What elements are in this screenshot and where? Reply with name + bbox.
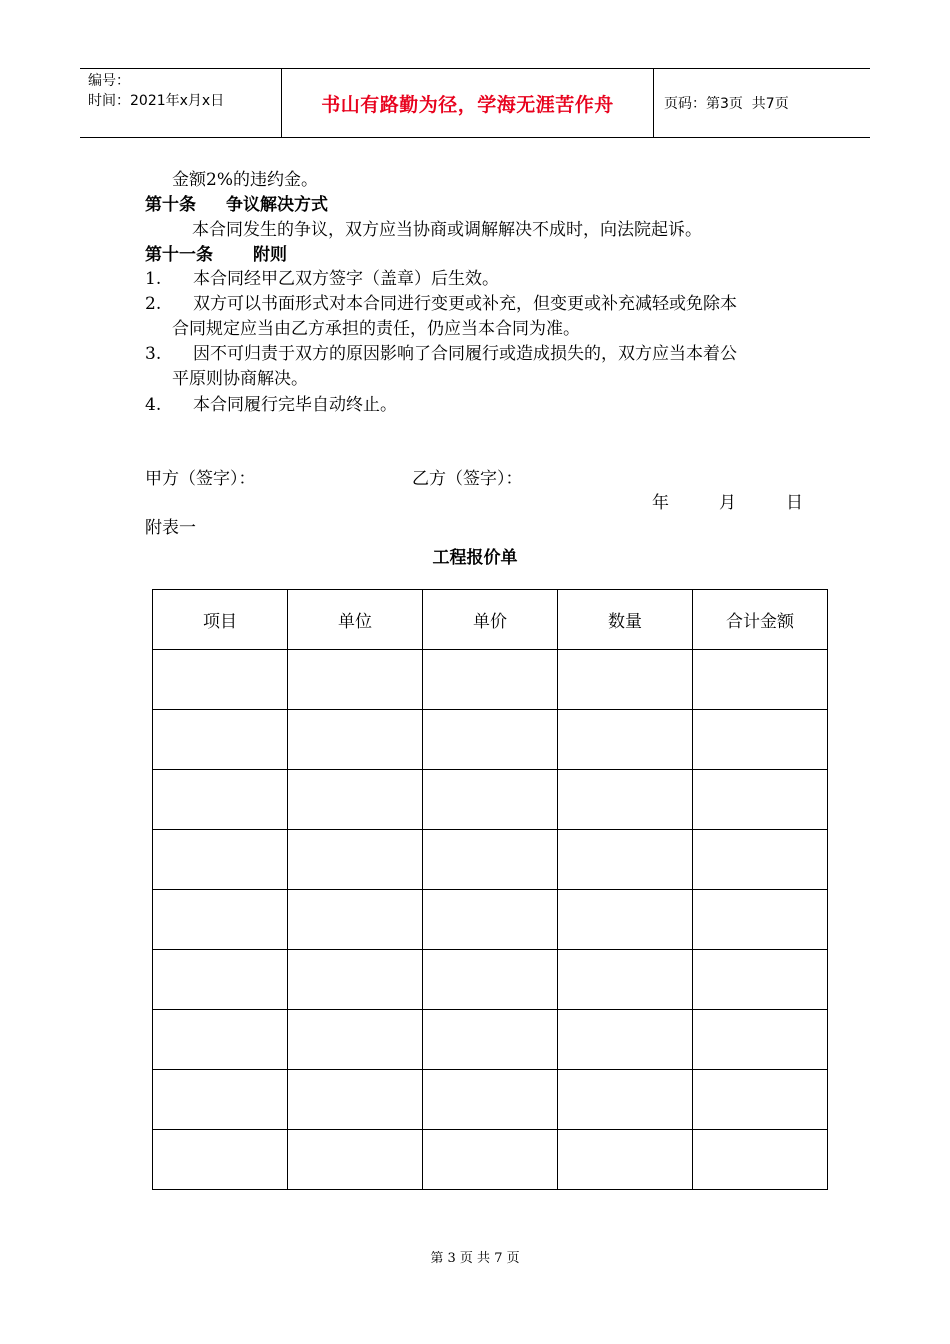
table-title: 工程报价单 (432, 548, 518, 568)
table-cell (288, 770, 423, 830)
table-cell (288, 830, 423, 890)
date-day: 日 (786, 493, 803, 513)
column-header: 合计金额 (693, 590, 828, 650)
table-cell (423, 950, 558, 1010)
table-cell (693, 710, 828, 770)
column-header: 单价 (423, 590, 558, 650)
list-item (145, 344, 737, 364)
table-row (153, 950, 828, 1010)
table-cell (153, 830, 288, 890)
list-item (145, 269, 499, 289)
table-cell (423, 650, 558, 710)
list-item-number: 1. (145, 269, 162, 289)
table-cell (423, 890, 558, 950)
table-cell (693, 770, 828, 830)
table-cell (288, 710, 423, 770)
table-cell (558, 1130, 693, 1190)
article-10-number: 第十条 (145, 195, 196, 215)
table-cell (693, 650, 828, 710)
header-motto: 书山有路勤为径，学海无涯苦作舟 (321, 93, 614, 116)
party-a-signature: 甲方（签字）： (145, 469, 256, 489)
header-motto-cell (282, 69, 654, 137)
table-cell (288, 950, 423, 1010)
date-year: 年 (652, 493, 669, 513)
list-item-number: 3. (145, 344, 162, 364)
column-header: 单位 (288, 590, 423, 650)
table-cell (288, 1070, 423, 1130)
table-cell (558, 950, 693, 1010)
table-cell (153, 710, 288, 770)
table-cell (558, 650, 693, 710)
table-cell (153, 1130, 288, 1190)
table-cell (423, 1130, 558, 1190)
table-cell (288, 1010, 423, 1070)
list-item-text: 双方可以书面形式对本合同进行变更或补充，但变更或补充减轻或免除本 (193, 294, 737, 314)
list-item (145, 395, 397, 415)
table-cell (153, 1070, 288, 1130)
table-cell (288, 1130, 423, 1190)
list-item-number: 4. (145, 395, 162, 415)
article-10-heading: 争议解决方式 (226, 195, 328, 215)
footer-page-number: 第 3 页 共 7 页 (430, 1251, 520, 1266)
table-cell (153, 1010, 288, 1070)
article-10-text: 本合同发生的争议，双方应当协商或调解解决不成时，向法院起诉。 (192, 220, 702, 240)
table-cell (423, 1010, 558, 1070)
table-cell (423, 710, 558, 770)
table-row (153, 770, 828, 830)
table-cell (153, 770, 288, 830)
appendix-label: 附表一 (145, 518, 196, 538)
document-date: 时间：2021年x月x日 (88, 93, 225, 109)
table-body (153, 650, 828, 1190)
date-month: 月 (719, 493, 736, 513)
column-header: 数量 (558, 590, 693, 650)
table-cell (558, 890, 693, 950)
list-item-continuation: 合同规定应当由乙方承担的责任，仍应当本合同为准。 (172, 319, 580, 339)
list-item-number: 2. (145, 294, 162, 314)
table-header-row (153, 590, 828, 650)
table-cell (153, 950, 288, 1010)
column-header: 项目 (153, 590, 288, 650)
table-cell (558, 770, 693, 830)
continued-line: 金额2%的违约金。 (172, 170, 318, 190)
table-cell (153, 650, 288, 710)
table-row (153, 1070, 828, 1130)
header-meta (80, 69, 282, 137)
table-cell (558, 830, 693, 890)
list-item-text: 因不可归责于双方的原因影响了合同履行或造成损失的，双方应当本着公 (193, 344, 737, 364)
list-item-text: 本合同经甲乙双方签字（盖章）后生效。 (193, 269, 499, 289)
table-cell (693, 1010, 828, 1070)
table-cell (693, 1130, 828, 1190)
table-row (153, 830, 828, 890)
list-item (145, 294, 737, 314)
table-cell (153, 890, 288, 950)
table-row (153, 1130, 828, 1190)
page-header (80, 68, 870, 138)
list-item-text: 本合同履行完毕自动终止。 (193, 395, 397, 415)
page-footer (0, 1247, 950, 1266)
table-cell (288, 650, 423, 710)
table-row (153, 710, 828, 770)
table-cell (693, 890, 828, 950)
table-cell (693, 830, 828, 890)
article-11-number: 第十一条 (145, 245, 213, 265)
table-cell (693, 1070, 828, 1130)
table-cell (288, 890, 423, 950)
quotation-table (152, 589, 828, 1190)
list-item-continuation: 平原则协商解决。 (172, 369, 308, 389)
table-cell (423, 770, 558, 830)
table-cell (558, 1070, 693, 1130)
table-row (153, 650, 828, 710)
table-cell (423, 830, 558, 890)
article-11-title-line (145, 245, 287, 265)
table-row (153, 890, 828, 950)
article-11-heading: 附则 (253, 245, 287, 265)
table-cell (558, 710, 693, 770)
table-cell (558, 1010, 693, 1070)
table-row (153, 1010, 828, 1070)
table-cell (693, 950, 828, 1010)
header-page-info-cell (654, 69, 870, 137)
table-cell (423, 1070, 558, 1130)
document-number-label: 编号： (88, 73, 130, 89)
party-b-signature: 乙方（签字）： (412, 469, 523, 489)
article-10-title-line (145, 195, 328, 215)
header-page-info: 页码：第3页 共7页 (664, 96, 789, 112)
